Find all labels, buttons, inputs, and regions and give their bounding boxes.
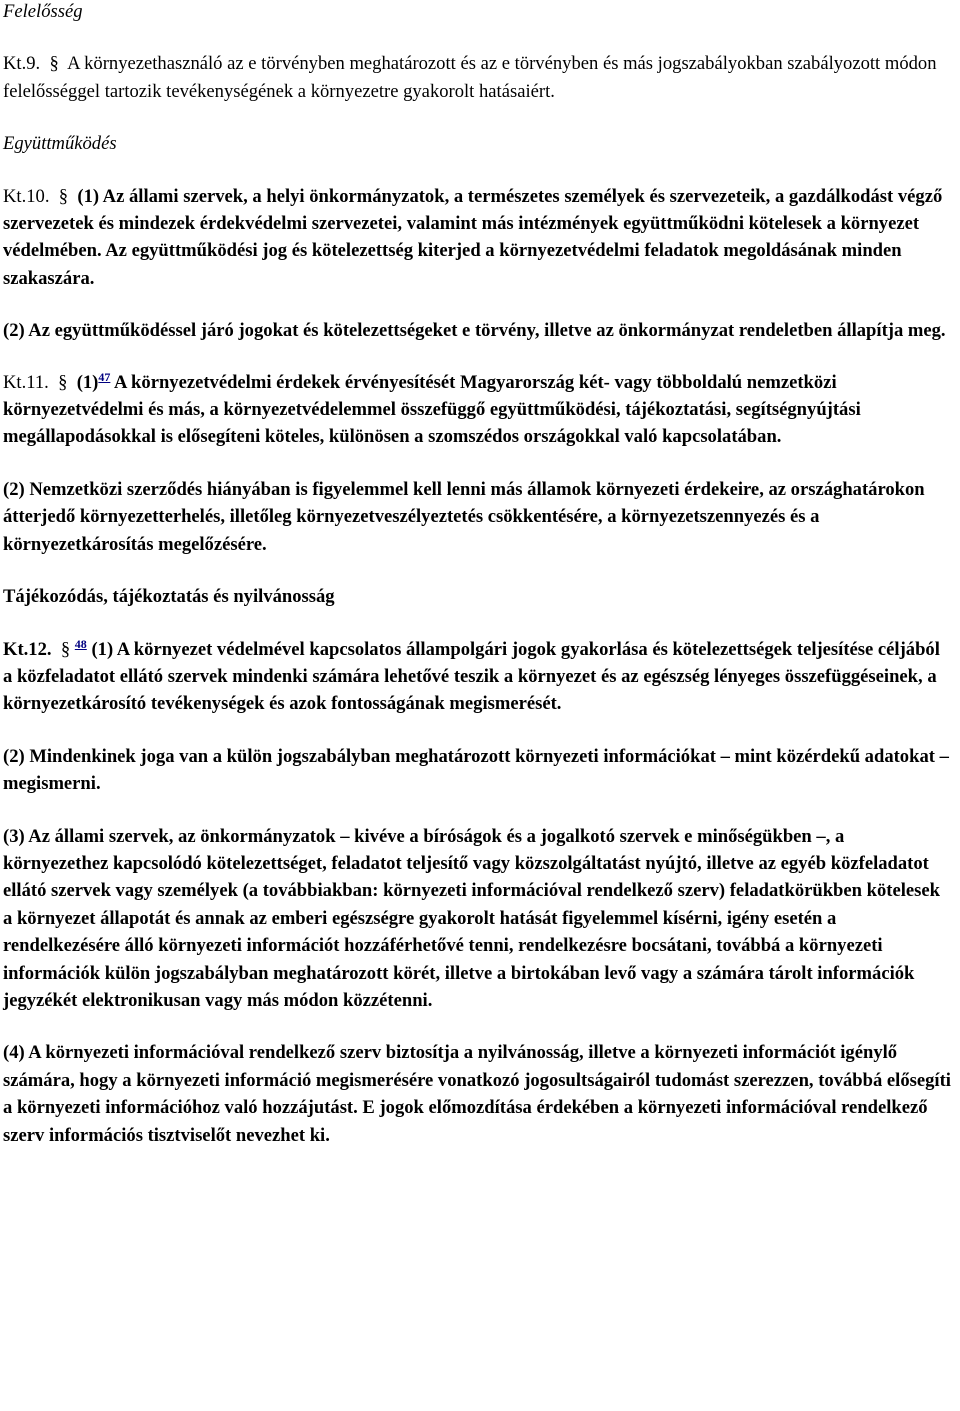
kt12-p1 [3,636,952,718]
kt12-p3: (3) Az állami szervek, az önkormányzatok – kivéve a bíróságok és a jogalkotó szervek e minőségükben –, a környezethez kapcsolódó kötelezettséget, feladatot teljesítő vagy közszolgáltatást nyújtó, illetve az egyéb közfeladatot ellátó szervek vagy személyek (a továbbiakban: környezeti információval rendelkező szerv) feladatkörükben kötelesek a környezet állapotát és annak az emberi egészségre gyakorolt hatását figyelemmel kísérni, igény esetén a rendelkezésére álló környezeti információt hozzáférhetővé tenni, rendelkezésre bocsátani, továbbá a környezeti információk külön jogszabályban meghatározott körét, illetve a birtokában levő vagy a számára tárolt információk jegyzékét elektronikusan vagy más módon közzétenni. [3,825,940,1011]
section-sign: § [58,185,69,207]
kt12-label: Kt.12. [3,638,52,660]
heading-egyuttmukodes: Együttműködés [3,133,117,155]
kt11-label: Kt.11. [3,371,49,393]
kt12-p2: (2) Mindenkinek joga van a külön jogszabályban meghatározott környezeti információkat – mint közérdekű adatokat – megismerni. [3,745,949,795]
section-sign: § [60,638,71,660]
footnote-ref [75,637,87,651]
kt9-label: Kt.9. [3,53,41,75]
heading-tajekozodas: Tájékozódás, tájékoztatás és nyilvánosság [3,586,335,608]
section-sign: § [49,53,59,75]
kt11-p1-text: A környezetvédelmi érdekek érvényesítését Magyarország két- vagy többoldalú nemzetközi környezetvédelmi és más, a környezetvédelemmel összefüggő együttműködési, tájékoztatási, segítségnyújtási megállapodásokkal is elősegíteni köteles, különösen a szomszédos országokkal való kapcsolatában. [3,371,861,448]
footnote-ref [98,370,110,384]
kt12-p4: (4) A környezeti információval rendelkező szerv biztosítja a nyilvánosság, illetve a környezeti információt igénylő számára, hogy a környezeti információ megismerésére vonatkozó jogosultságairól tudomást szerezzen, továbbá elősegíti a környezeti információhoz való hozzájutást. E jogok előmozdítása érdekében a környezeti információval rendelkező szerv információs tisztviselőt nevezhet ki. [3,1042,951,1146]
footnote-link-47[interactable]: 47 [98,369,111,384]
kt11-p1 [3,369,952,451]
kt10-label: Kt.10. [3,185,50,207]
kt12-p1-text: (1) A környezet védelmével kapcsolatos állampolgári jogok gyakorlása és kötelezettségek teljesítése céljából a közfeladatot ellátó szervek mindenki számára lehetővé teszik a környezet és az egészség lényeges összefüggéseinek, a környezetkárosító tevékenységek és azok fontosságának megismerését. [3,638,940,715]
section-sign: § [58,371,68,393]
footnote-link-48[interactable]: 48 [74,636,87,651]
kt9-text: A környezethasználó az e törvényben meghatározott és az e törvényben és más jogszabályokban szabályozott módon felelősséggel tartozik tevékenységének a környezetre gyakorolt hatásaiért. [3,53,937,102]
kt10-p1 [3,183,952,293]
kt10-p1-text: (1) Az állami szervek, a helyi önkormányzatok, a természetes személyek és szervezeteik, a gazdálkodást végző szervezetek és mindezek érdekvédelmi szervezetei, valamint más intézmények együttműködni kötelesek a környezet védelmében. Az együttműködési jog és kötelezettség kiterjed a környezetvédelmi feladatok megoldásának minden szakaszára. [3,185,943,289]
kt11-p2: (2) Nemzetközi szerződés hiányában is figyelemmel kell lenni más államok környezeti érdekeire, az országhatárokon átterjedő környezetterhelés, illetőleg környezetveszélyeztetés csökkentésére, a környezetszennyezés és a környezetkárosítás megelőzésére. [3,478,925,555]
kt10-p2: (2) Az együttműködéssel járó jogokat és kötelezettségeket e törvény, illetve az önkormányzat rendeletben állapítja meg. [3,320,946,342]
kt11-num: (1) [76,371,99,393]
heading-felelosseg: Felelősség [3,1,83,22]
kt9-paragraph [3,50,952,105]
